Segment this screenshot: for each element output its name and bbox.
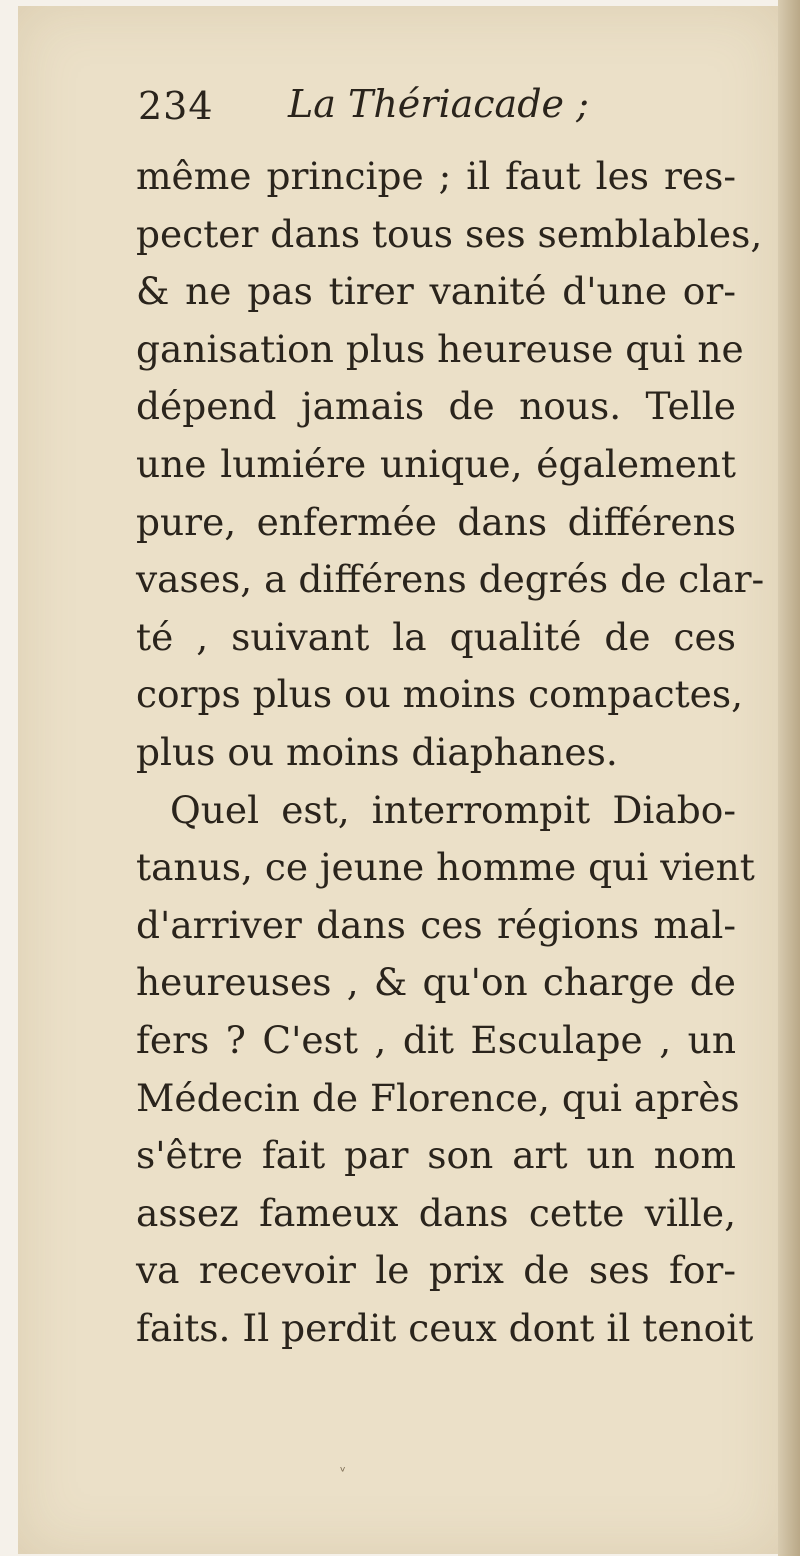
page-header <box>138 74 738 134</box>
text-line: corps plus ou moins compactes, <box>136 672 744 717</box>
text-line: Quel est, interrompit Diabo- <box>170 787 736 832</box>
body-text <box>136 148 765 1357</box>
text-line: plus ou moins diaphanes. <box>136 729 618 774</box>
text-line: pure, enfermée dans différens <box>136 499 736 544</box>
text-line: même principe ; il faut les res- <box>136 154 736 198</box>
page-number: 234 <box>138 84 214 128</box>
ink-fleck: ᵛ <box>340 1464 346 1480</box>
text-line: faits. Il perdit ceux dont il tenoit <box>136 1305 754 1350</box>
text-line: vases, a différens degrés de clar- <box>136 557 765 602</box>
text-line: va recevoir le prix de ses for- <box>136 1248 736 1293</box>
text-line: fers ? C'est , dit Esculape , un <box>136 1017 736 1062</box>
text-line: té , suivant la qualité de ces <box>136 614 736 659</box>
text-line: heureuses , & qu'on charge de <box>136 960 736 1005</box>
text-line: une lumiére unique, également <box>136 441 736 486</box>
running-title: La Thériacade ; <box>288 82 589 126</box>
text-line: & ne pas tirer vanité d'une or- <box>136 269 736 314</box>
text-line: Médecin de Florence, qui après <box>136 1075 740 1120</box>
text-line: tanus, ce jeune homme qui vient <box>136 845 755 890</box>
text-line: ganisation plus heureuse qui ne <box>136 326 744 371</box>
text-line: d'arriver dans ces régions mal- <box>136 902 736 947</box>
text-line: pecter dans tous ses semblables, <box>136 211 763 256</box>
page-edge <box>778 0 800 1556</box>
text-line: assez fameux dans cette ville, <box>136 1190 736 1235</box>
text-line: s'être fait par son art un nom <box>136 1133 736 1178</box>
text-line: dépend jamais de nous. Telle <box>136 384 736 429</box>
